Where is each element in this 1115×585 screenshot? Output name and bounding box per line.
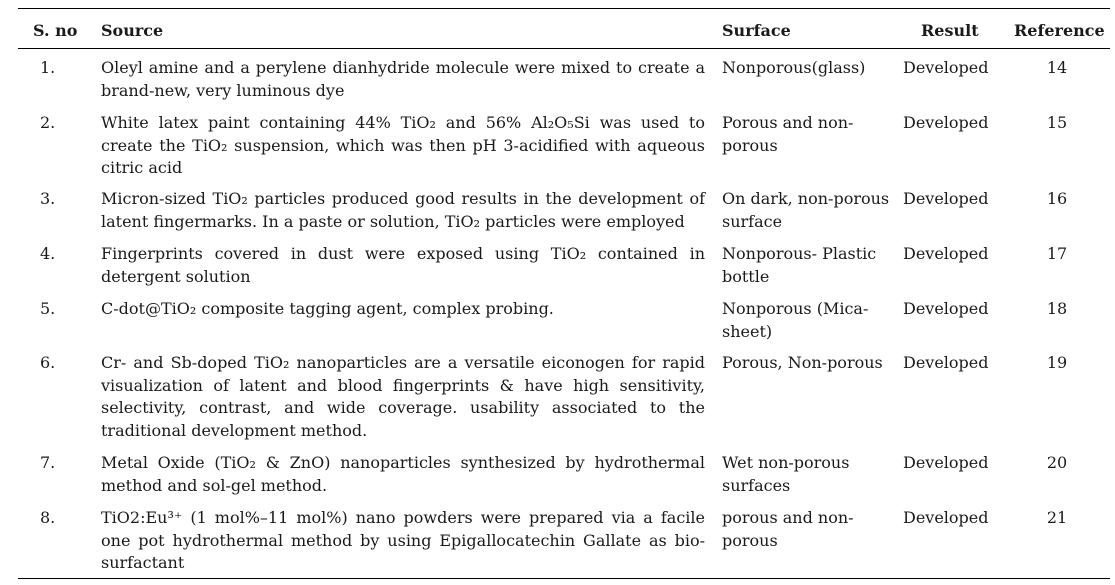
bottom-rule <box>18 578 1110 579</box>
cell-result: Developed <box>903 189 989 208</box>
cell-result: Developed <box>903 299 989 318</box>
cell-result: Developed <box>903 58 989 77</box>
cell-surface: Nonporous (Mica-sheet) <box>722 299 869 341</box>
cell-surface: Porous and non-porous <box>722 113 854 155</box>
cell-result: Developed <box>903 113 989 132</box>
cell-sno: 6. <box>40 353 56 372</box>
cell-reference: 21 <box>1046 508 1068 527</box>
cell-reference: 18 <box>1046 299 1068 318</box>
cell-source: C-dot@TiO₂ composite tagging agent, complex probing. <box>101 299 554 318</box>
cell-surface: Nonporous- Plastic bottle <box>722 244 877 286</box>
cell-reference: 19 <box>1046 353 1068 372</box>
cell-reference: 20 <box>1046 453 1068 472</box>
cell-surface: Wet non-porous surfaces <box>722 453 850 495</box>
cell-surface: porous and non-porous <box>722 508 854 550</box>
header-rule <box>18 48 1110 49</box>
header-source: Source <box>101 21 164 40</box>
cell-sno: 1. <box>40 58 56 77</box>
cell-reference: 16 <box>1046 189 1068 208</box>
cell-surface: Porous, Non-porous <box>722 353 883 372</box>
cell-result: Developed <box>903 353 989 372</box>
header-result: Result <box>921 21 979 40</box>
cell-reference: 15 <box>1046 113 1068 132</box>
header-sno: S. no <box>33 21 78 40</box>
cell-source: Metal Oxide (TiO₂ & ZnO) nanoparticles synthesized by hydrothermal method and sol-gel method. <box>101 453 705 495</box>
cell-sno: 5. <box>40 299 56 318</box>
header-surface: Surface <box>722 21 791 40</box>
top-rule <box>18 8 1110 9</box>
cell-result: Developed <box>903 244 989 263</box>
cell-source: White latex paint containing 44% TiO₂ and 56% Al₂O₅Si was used to create the TiO₂ suspension, which was then pH 3-acidified with aqueous citric acid <box>101 113 705 177</box>
cell-reference: 17 <box>1046 244 1068 263</box>
cell-source: Micron-sized TiO₂ particles produced good results in the development of latent fingermarks. In a paste or solution, TiO₂ particles were employed <box>101 189 705 231</box>
cell-source: Fingerprints covered in dust were exposed using TiO₂ contained in detergent solution <box>101 244 705 286</box>
cell-sno: 4. <box>40 244 56 263</box>
cell-surface: Nonporous(glass) <box>722 58 866 77</box>
cell-sno: 8. <box>40 508 56 527</box>
cell-sno: 3. <box>40 189 56 208</box>
header-reference: Reference <box>1014 21 1105 40</box>
cell-result: Developed <box>903 508 989 527</box>
cell-source: TiO2:Eu³⁺ (1 mol%–11 mol%) nano powders were prepared via a facile one pot hydrothermal method by using Epigallocatechin Gallate as bio-surfactant <box>101 508 705 572</box>
cell-sno: 2. <box>40 113 56 132</box>
cell-sno: 7. <box>40 453 56 472</box>
cell-source: Cr- and Sb-doped TiO₂ nanoparticles are a versatile eiconogen for rapid visualization of latent and blood fingerprints & have high sensitivity, selectivity, contrast, and wide coverage. usability associated to the traditional development method. <box>101 353 705 440</box>
cell-reference: 14 <box>1046 58 1068 77</box>
cell-result: Developed <box>903 453 989 472</box>
cell-source: Oleyl amine and a perylene dianhydride molecule were mixed to create a brand-new, very luminous dye <box>101 58 705 100</box>
cell-surface: On dark, non-porous surface <box>722 189 890 231</box>
